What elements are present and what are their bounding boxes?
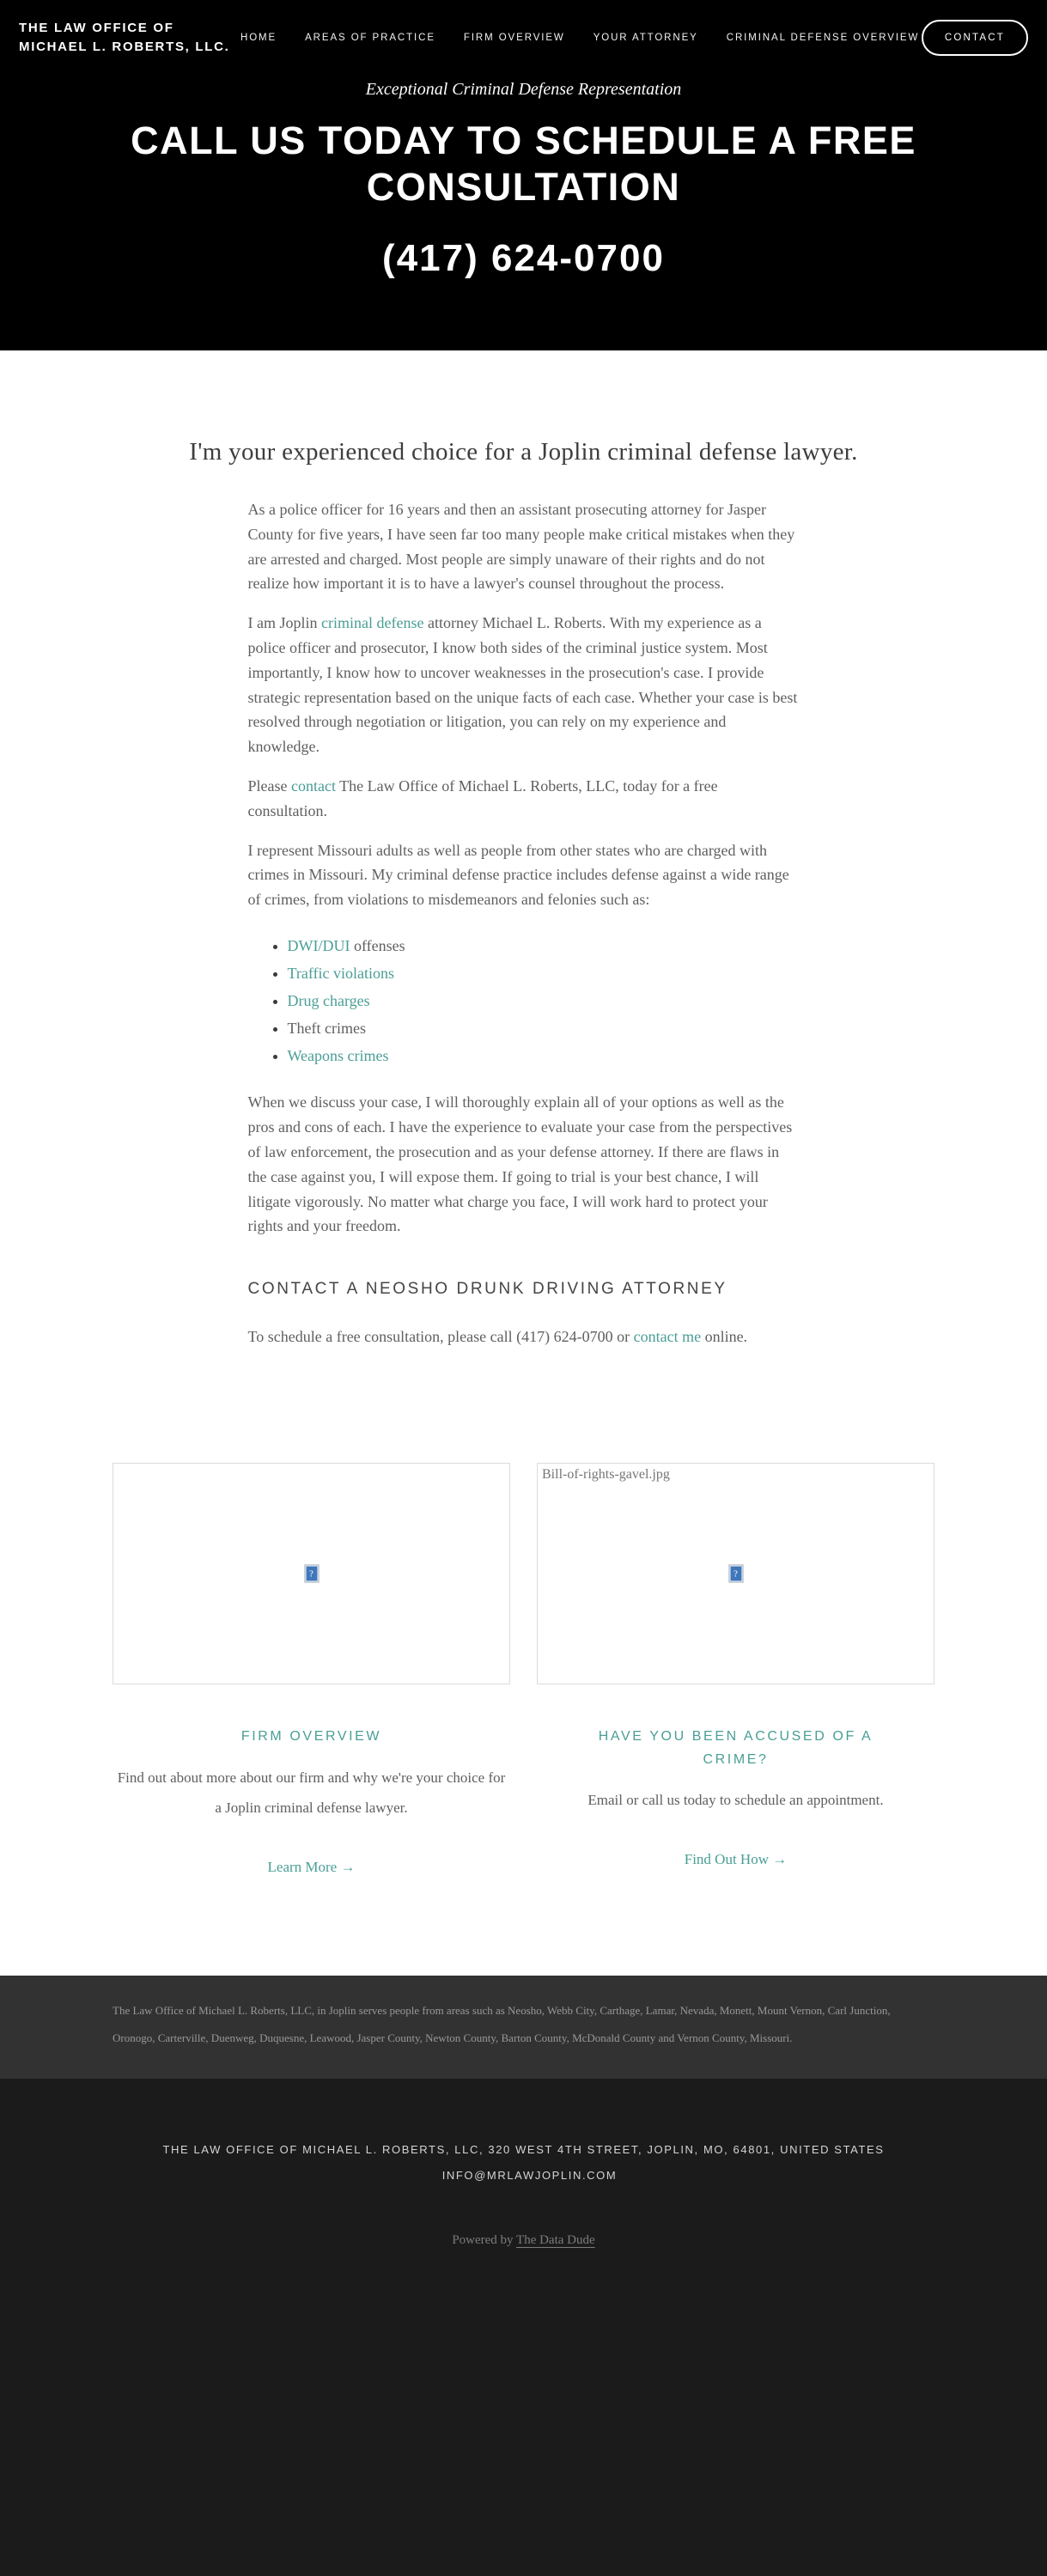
crimes-list (248, 935, 800, 1068)
card-image-placeholder (113, 1463, 510, 1684)
image-alt-text: Bill-of-rights-gavel.jpg (542, 1467, 670, 1483)
card-accused-of-crime (537, 1463, 934, 1876)
broken-image-icon: ? (305, 1566, 318, 1582)
list-item (288, 1017, 800, 1041)
footer-email-link[interactable]: INFO@MRLAWJOPLIN.COM (441, 2169, 618, 2183)
text-segment: I represent Missouri adults as well as people from other states who are charged with crimes in Missouri. My criminal defense practice includes defense against a wide range of crimes, from violations to misdemeanors and felonies such as: (247, 841, 789, 909)
paragraph (248, 774, 800, 824)
paragraph (248, 1325, 800, 1349)
text-segment: To schedule a free consultation, please call (417) 624-0700 or (247, 1327, 634, 1345)
site-header (19, 19, 1028, 57)
intro-text-column (248, 497, 800, 1349)
find-out-how-link[interactable]: Find Out How → (684, 1850, 788, 1867)
list-item (288, 990, 800, 1014)
main-content (0, 350, 1047, 1876)
image-alt-text (113, 1464, 509, 1466)
hero (19, 80, 1028, 281)
inline-link[interactable]: criminal defense (321, 614, 424, 632)
list-item (288, 1044, 800, 1069)
list-item (288, 935, 800, 959)
hero-heading: CALL US TODAY TO SCHEDULE A FREE CONSULTATION (131, 118, 916, 210)
service-area-text: The Law Office of Michael L. Roberts, LLC, in Joplin serves people from areas such as Neosho, Webb City, Carthage, Lamar, Nevada, Monett, Mount Vernon, Carl Junction, Oronogo, Carterville, Duenweg, Duquesne, Leawood, Jasper County, Newton County, Barton County, McDonald County and Vernon County, Missouri. (113, 2004, 891, 2044)
nav-item-home[interactable]: HOME (240, 32, 277, 43)
card-text: Email or call us today to schedule an appointment. (587, 1792, 884, 1809)
broken-image-icon: ? (729, 1566, 742, 1582)
inline-link[interactable]: DWI/DUI (287, 936, 350, 954)
learn-more-link[interactable]: Learn More → (267, 1859, 356, 1876)
text-segment: attorney Michael L. Roberts. With my experience as a police officer and prosecutor, I know both sides of the criminal justice system. Most importantly, I know how to uncover weaknesses in the prosecution's case. I provide strategic representation based on the unique facts of each case. Whether your case is best resolved through negotiation or litigation, you can rely on my experience and knowledge. (247, 614, 798, 756)
card-firm-overview (113, 1463, 510, 1876)
paragraph (248, 1090, 800, 1239)
card-text: Find out about more about our firm and why we're your choice for a Joplin criminal defense lawyer. (117, 1769, 506, 1817)
text-segment: offenses (350, 936, 405, 954)
inline-link[interactable]: Weapons crimes (287, 1046, 389, 1064)
text-segment: When we discuss your case, I will thoroughly explain all of your options as well as the pros and cons of each. I have the experience to evaluate your case from the perspectives of law enforcement, the prosecution and as your defense attorney. If there are flaws in the case against you, I will expose them. If going to trial is your best chance, I will litigate vigorously. No matter what charge you face, I will work hard to protect your rights and your freedom. (247, 1093, 793, 1235)
inline-link[interactable]: contact me (633, 1327, 702, 1345)
list-item (288, 962, 800, 986)
site-footer (0, 2079, 1047, 2576)
section-subheading: CONTACT A NEOSHO DRUNK DRIVING ATTORNEY (247, 1280, 727, 1299)
text-segment: The Law Office of Michael L. Roberts, LLC, today for a free consultation. (247, 776, 718, 819)
card-heading: FIRM OVERVIEW (240, 1729, 382, 1745)
paragraph (248, 611, 800, 759)
text-segment: As a police officer for 16 years and then an assistant prosecuting attorney for Jasper County for five years, I have seen far too many people make critical mistakes when they are arrested and charged. Most people are simply unaware of their rights and do not realize how important it is to have a lawyer's counsel throughout the process. (247, 501, 795, 593)
header-hero-section (0, 0, 1047, 350)
nav-item-areas-of-practice[interactable]: AREAS OF PRACTICE (305, 32, 435, 43)
powered-by-link[interactable]: The Data Dude (516, 2232, 595, 2247)
hero-tagline: Exceptional Criminal Defense Representation (365, 79, 682, 99)
footer-address (161, 2137, 886, 2189)
promo-cards (113, 1463, 934, 1876)
text-segment: online. (701, 1327, 748, 1345)
page-title: I'm your experienced choice for a Joplin criminal defense lawyer. (189, 438, 858, 466)
paragraph (248, 838, 800, 912)
nav-item-firm-overview[interactable]: FIRM OVERVIEW (463, 32, 565, 43)
text-segment: Theft crimes (287, 1019, 366, 1037)
inline-link[interactable]: Traffic violations (287, 964, 394, 982)
nav-item-criminal-defense-overview[interactable]: CRIMINAL DEFENSE OVERVIEW (726, 32, 920, 43)
address-text: THE LAW OFFICE OF MICHAEL L. ROBERTS, LLC, 320 WEST 4TH STREET, JOPLIN, MO, 64801, UNITED STATES (162, 2143, 885, 2157)
card-heading: HAVE YOU BEEN ACCUSED OF A CRIME? (598, 1729, 874, 1767)
main-nav (240, 33, 919, 43)
service-area-band (0, 1976, 1047, 2079)
text-segment: Please (247, 776, 291, 795)
powered-by-prefix: Powered by (452, 2232, 517, 2247)
powered-by (0, 2233, 1047, 2248)
contact-button[interactable]: CONTACT (922, 20, 1028, 56)
card-image-placeholder (537, 1463, 934, 1684)
nav-item-your-attorney[interactable]: YOUR ATTORNEY (593, 32, 698, 43)
inline-link[interactable]: contact (290, 776, 336, 795)
site-title[interactable]: THE LAW OFFICE OF MICHAEL L. ROBERTS, LLC. (19, 21, 230, 54)
hero-phone-number[interactable]: (417) 624-0700 (382, 237, 665, 280)
paragraph (248, 497, 800, 596)
inline-link[interactable]: Drug charges (287, 991, 370, 1009)
text-segment: I am Joplin (247, 614, 321, 632)
